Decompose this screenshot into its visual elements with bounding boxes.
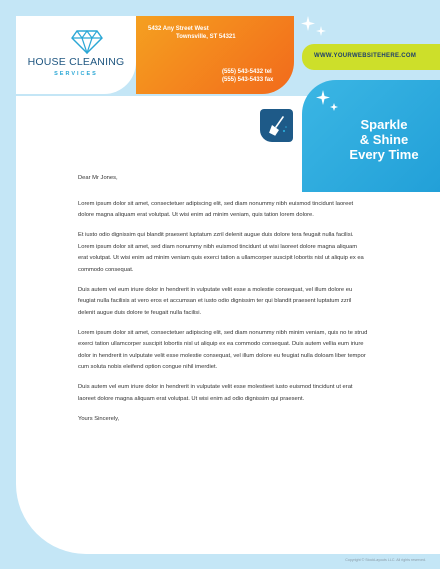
- broom-icon: [260, 109, 293, 142]
- logo-title: HOUSE CLEANING: [27, 56, 125, 68]
- tagline-line-2: & Shine: [359, 132, 409, 147]
- paragraph: Duis autem vel eum iriure dolor in hendrerit in vulputate velit esse molestieet iusto euismod tincidunt ut erat laoreet dolore magna aliquam erat volutpat. Ut wisi enim ad odio dignissim qui praesent.: [78, 384, 353, 402]
- paragraph: Lorem ipsum dolor sit amet, consectetuer adipiscing elit, sed diam nonummy nibh euismod tincidunt laoreet dolore magna aliquam erat volutpat. Ut wisi enim ad minim veniam, quis tation lorem dolore.: [78, 200, 354, 218]
- tagline-line-1: Sparkle: [360, 117, 408, 132]
- address-line-2: Townsville, ST 54321: [176, 34, 236, 40]
- tagline-line-3: Every Time: [349, 147, 419, 162]
- tagline: [334, 117, 434, 162]
- diamond-icon: [71, 30, 103, 54]
- phone-number: (555) 543-5432 tel: [222, 69, 272, 75]
- website-url[interactable]: WWW.YOURWEBSITEHERE.COM: [314, 53, 417, 59]
- salutation: Dear Mr Jones,: [78, 175, 118, 181]
- paragraph: Et iusto odio dignissim qui blandit praesent luptatum zzril delenit augue duis dolore tera feugait nulla facilisi. Lorem ipsum dolor sit amet, sed diam nonummy nibh euismod tincidunt ut wisi laoreet dolore magna aliquam erat volutpat. Ut wisi enim ad minim veniam quis exerci tation a ullamcorper suscipit lobortis nisl ut aliquip ex ea commodo consequat.: [78, 232, 364, 273]
- closing: Yours Sincerely,: [78, 415, 120, 422]
- paragraph: Lorem ipsum dolor sit amet, consectetuer adipiscing elit, sed diam nonummy nibh minim veniam, quis no te strud exerci tation ullamcorper suscipit lobortis nisl ut aliquip ex ea commodo consequat. Duis autem vellia eum iriure dolor in hendrerit in vulputate velit esse molestie consequat, vel illum dolore eu feugiat nulla doloam liber tempor cum soluta nobis eleifend option congue nihil imerdiet.: [78, 329, 368, 370]
- sparkle-icon: [300, 14, 328, 40]
- contact-card: [136, 16, 294, 94]
- sparkle-icon: [314, 88, 340, 114]
- logo-subtitle: SERVICES: [54, 71, 98, 77]
- letter-body: [78, 173, 368, 434]
- copyright-footer: Copyright © StockLayouts LLC. All rights reserved.: [345, 558, 426, 562]
- address-line-1: 5432 Any Street West: [148, 26, 209, 32]
- fax-number: (555) 543-5433 fax: [222, 77, 274, 83]
- website-bar: [302, 44, 440, 70]
- broom-badge: [260, 109, 293, 142]
- paragraph: Duis autem vel eum iriure dolor in hendrerit in vulputate velit esse a molestie consequat, vel illum dolore eu feugiat nulla facilisis at vero eros et accumsan et iusto odio dignissim ter qui blandit praesent luptatum zzril delenit augue duis dolore te feugait nulla facilisi.: [78, 286, 353, 316]
- logo-card: [16, 16, 136, 94]
